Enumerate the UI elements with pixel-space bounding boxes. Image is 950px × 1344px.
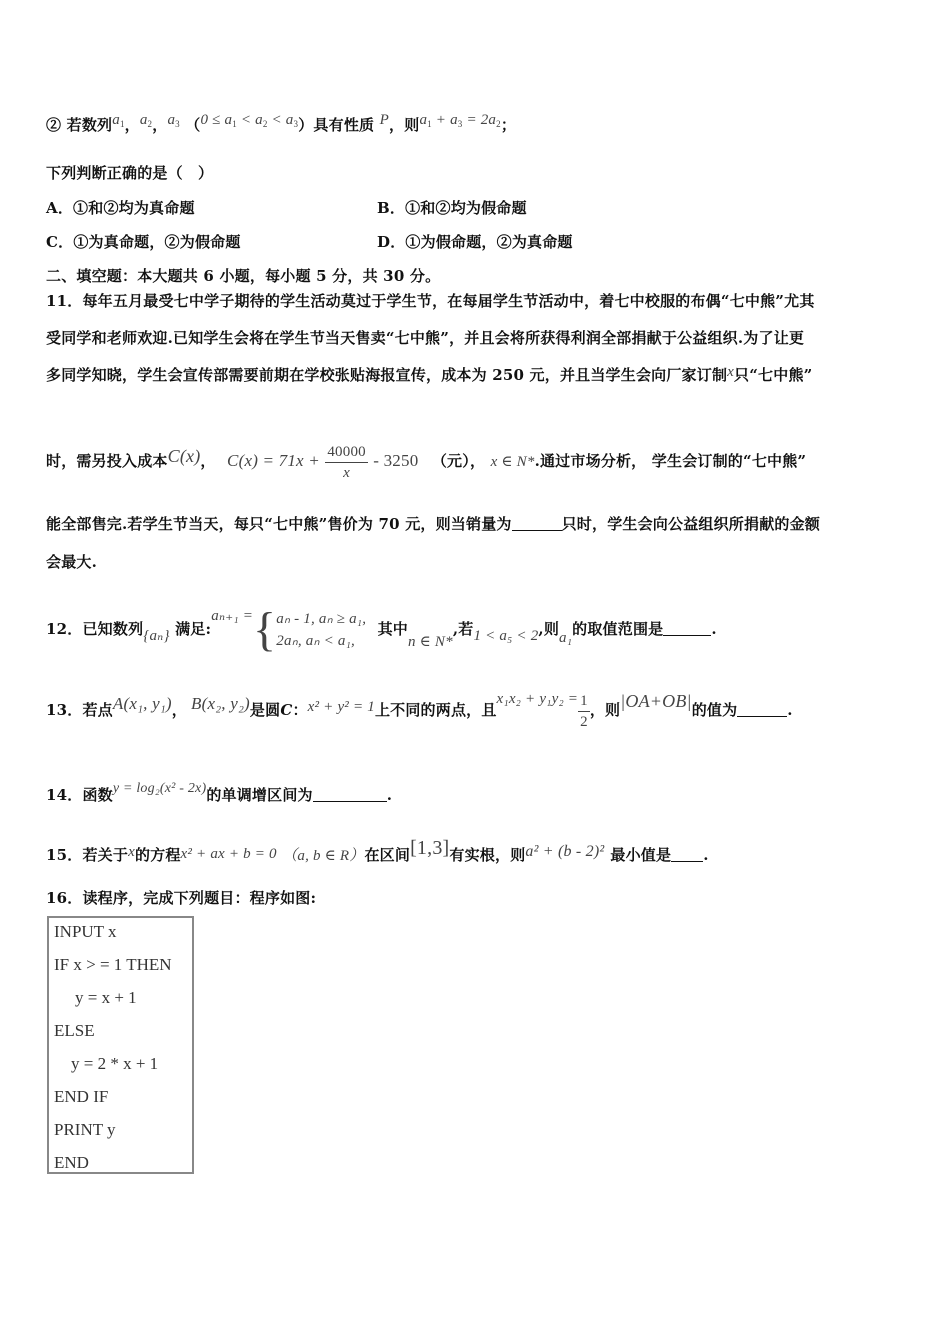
- q11-line4-text: 时，需另投入成本: [46, 452, 168, 470]
- q15-end: .: [703, 846, 709, 864]
- q13-prefix: 13．若点: [46, 701, 113, 719]
- q14-function: y = log₂(x² - 2x): [112, 781, 207, 796]
- q11-unit: （元），: [431, 452, 486, 470]
- question-prompt: 下列判断正确的是（ ）: [46, 164, 214, 182]
- option-a-text: ①和②均为真命题: [73, 199, 195, 217]
- q15-answer-blank[interactable]: [671, 847, 703, 862]
- q12-if: ,若: [452, 620, 474, 638]
- q12-cond: 1 < a₅ < 2: [473, 628, 539, 644]
- q14-answer-blank[interactable]: [313, 787, 387, 802]
- option-b: [377, 197, 527, 218]
- q12-lhs: aₙ₊₁ =: [211, 608, 254, 624]
- q15-expr: a² + (b - 2)²: [525, 843, 605, 860]
- q12-n-domain: n ∈ N*: [408, 634, 453, 650]
- q15-mid3: 有实根，则: [449, 846, 526, 864]
- option-c: [46, 231, 241, 252]
- cases-brace: {: [253, 603, 277, 656]
- q13-cond-lhs: x₁x₂ + y₁y₂ =: [496, 691, 579, 707]
- point-a: A(x₁, y₁): [112, 694, 172, 713]
- option-a: [46, 197, 195, 218]
- q12-then: ,则: [538, 620, 560, 638]
- program-line: y = x + 1: [75, 988, 137, 1007]
- circle-name: C: [280, 701, 293, 719]
- seq-term-a2: $a_2$: [139, 112, 153, 129]
- q12-answer-blank[interactable]: [663, 621, 711, 636]
- program-box: [47, 916, 194, 1174]
- option-a-label: A．: [46, 199, 74, 217]
- q11-sep: ，: [200, 452, 216, 470]
- option-c-label: C．: [46, 233, 74, 251]
- seq-term-a1: $a_1$: [112, 112, 125, 129]
- q11-var-x: x: [727, 364, 735, 380]
- q15-prefix: 15．若关于: [46, 846, 129, 864]
- item2-prefix: ② 若数列: [46, 116, 113, 134]
- circle-equation: x² + y² = 1: [307, 699, 375, 715]
- formula-fraction: [325, 442, 368, 483]
- q13-comma: ，: [171, 701, 187, 719]
- option-d-label: D．: [377, 233, 406, 251]
- item2-condition: $0 \le a_1 < a_2 < a_3$: [200, 112, 299, 129]
- q14-end: .: [386, 786, 393, 804]
- option-d-text: ①为假命题，②为真命题: [405, 233, 573, 251]
- formula-lhs: C(x) = 71x +: [227, 451, 320, 470]
- q11-line5-text: 能全部售完.若学生节当天，每只“七中熊”售价为 70 元，则当销量为: [46, 515, 512, 533]
- q13-tail: 的值为: [691, 701, 738, 719]
- option-d: [377, 231, 573, 252]
- q12-prefix: 12．已知数列: [46, 620, 144, 638]
- option-c-text: ①为真命题，②为假命题: [73, 233, 241, 251]
- option-b-label: B．: [377, 199, 406, 217]
- q13-end: .: [787, 701, 793, 719]
- q12-cases: [276, 608, 366, 652]
- q11-line2: 受同学和老师欢迎.已知学生会将在学生节当天售卖“七中熊”，并且会将所获得利润全部捐献于公益组织.为了让更: [46, 329, 805, 347]
- property-p: P: [379, 112, 390, 128]
- item2-line: ② 若数列$a_1$，$a_2$，$a_3$ $(0 \le a_1 < a_2 < a_3)$具有性质 P，则$a_1 + a_3 = 2a_2$；: [46, 112, 517, 134]
- q12-seq: {aₙ}: [143, 628, 170, 644]
- q11-line3: [46, 364, 813, 385]
- program-line: y = 2 * x + 1: [71, 1054, 159, 1073]
- formula-numerator: 40000: [325, 442, 368, 463]
- q13-mid2: 上不同的两点，且: [374, 701, 497, 719]
- q11-line3-tail: 只“七中熊”: [734, 366, 813, 384]
- option-b-text: ①和②均为假命题: [405, 199, 527, 217]
- q15-equation: x² + ax + b = 0: [180, 846, 277, 862]
- q12-where: 其中: [377, 620, 408, 638]
- program-line: ELSE: [54, 1021, 95, 1040]
- q13-colon: ：: [292, 701, 308, 719]
- q13-mid1: 是圆: [249, 701, 281, 719]
- q12-satisfy: 满足:: [175, 620, 212, 638]
- q12-case2: 2aₙ, aₙ < a₁,: [276, 633, 355, 649]
- q12-a1: a₁: [559, 630, 573, 646]
- q14-tail: 的单调增区间为: [206, 786, 313, 804]
- q13-half-num: 1: [578, 691, 590, 712]
- vector-norm: |OA+OB|: [620, 691, 692, 711]
- item2-cond-close: ）具有性质: [298, 116, 375, 134]
- q11-line1: 11．每年五月最受七中学子期待的学生活动莫过于学生节，在每届学生节活动中，着七中校服的布偶“七中熊”尤其: [46, 292, 815, 310]
- q15-mid2: 在区间: [364, 846, 411, 864]
- program-line: IF x > = 1 THEN: [54, 955, 172, 974]
- q13-line: [46, 672, 793, 730]
- program-line: PRINT y: [54, 1120, 116, 1139]
- q15-mid1: 的方程: [134, 846, 181, 864]
- cost-function: C(x): [167, 446, 201, 466]
- program-line: END: [54, 1153, 89, 1172]
- q11-line3-text: 多同学知晓，学生会宣传部需要前期在学校张贴海报宣传，成本为 250 元，并且当学生会向厂家订制: [46, 366, 728, 384]
- q15-line: [46, 826, 709, 870]
- formula-tail: - 3250: [373, 451, 419, 470]
- q11-answer-blank[interactable]: [512, 516, 562, 531]
- q15-params: （a, b ∈ R）: [282, 848, 365, 864]
- q13-answer-blank[interactable]: [737, 702, 787, 717]
- q11-line5-tail: 只时，学生会向公益组织所捐献的金额: [561, 515, 821, 533]
- q13-half: [578, 691, 590, 732]
- q15-interval: [1,3]: [410, 837, 450, 859]
- q14-prefix: 14．函数: [46, 786, 113, 804]
- q14-line: [46, 772, 392, 806]
- section-heading: 二、填空题：本大题共 6 小题，每小题 5 分，共 30 分。: [46, 267, 441, 285]
- item2-then: ，则: [389, 116, 420, 134]
- q12-end: .: [711, 620, 717, 638]
- item2-result: $a_1 + a_3 = 2a_2$: [419, 112, 501, 129]
- q15-var: x: [128, 844, 135, 860]
- q12-tail: 的取值范围是: [572, 620, 664, 638]
- q13-then: ，则: [589, 701, 621, 719]
- item2-end: ；: [500, 116, 517, 134]
- seq-term-a3: $a_3$: [167, 112, 180, 129]
- program-line: INPUT x: [54, 922, 117, 941]
- q16-text: 16．读程序，完成下列题目：程序如图:: [46, 889, 317, 907]
- q12-line: [46, 586, 717, 656]
- point-b: B(x₂, y₂): [191, 694, 250, 713]
- formula-denominator: x: [343, 464, 351, 481]
- q11-domain: x ∈ N*: [490, 454, 535, 470]
- item2-cond-open: （: [185, 116, 201, 134]
- q12-case1: aₙ - 1, aₙ ≥ a₁,: [276, 611, 367, 627]
- q13-half-den: 2: [580, 713, 588, 730]
- q11-line6: 会最大.: [46, 553, 98, 571]
- program-line: END IF: [54, 1087, 109, 1106]
- q11-line4: [46, 432, 806, 480]
- q15-tail: 最小值是: [610, 846, 672, 864]
- q11-line4-tail: .通过市场分析， 学生会订制的“七中熊”: [534, 452, 807, 470]
- q11-line5: [46, 513, 820, 534]
